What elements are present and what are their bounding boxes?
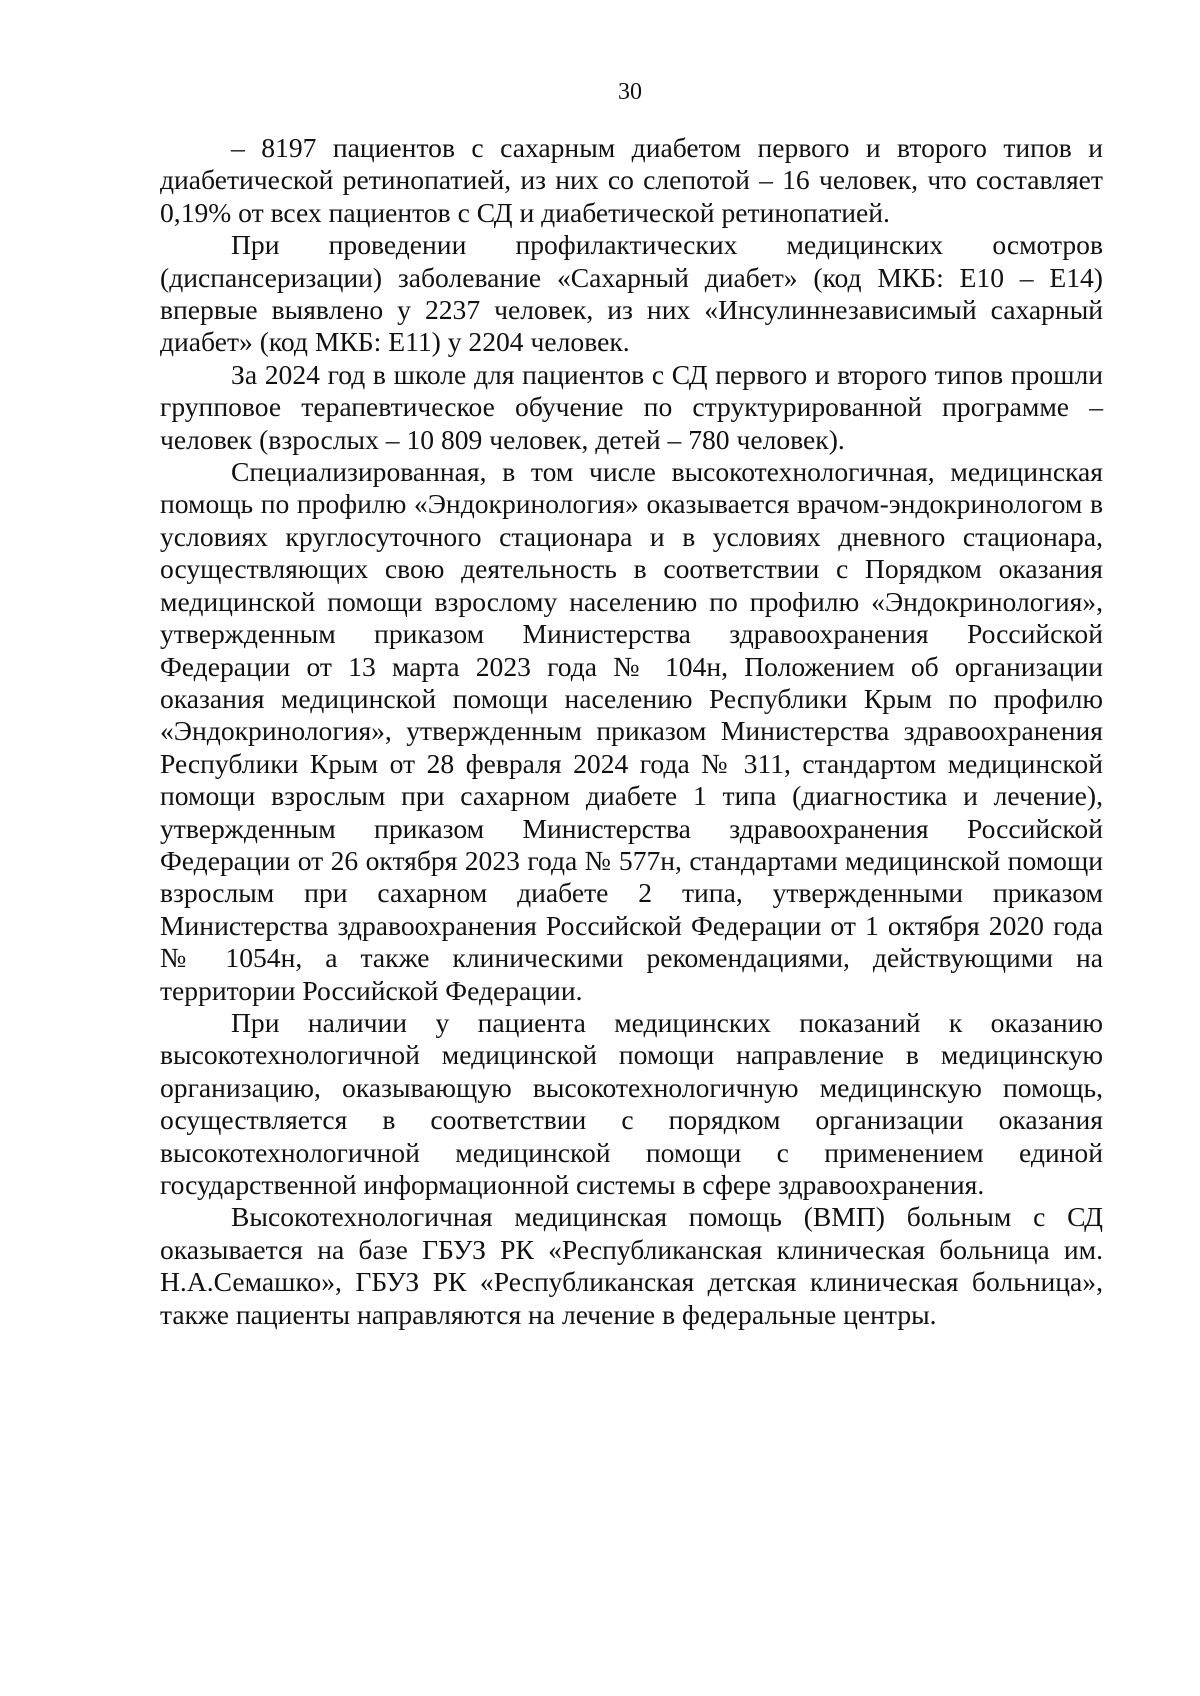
paragraph-preventive-examinations: При проведении профилактических медицинских осмотров (диспансеризации) заболевание «Сахарный диабет» (код МКБ: E10 – E14) впервые выявлено у 2237 человек, из них «Инсулиннезависимый сахарный диабет» (код МКБ: E11) у 2204 человек. <box>160 229 1103 358</box>
page-number: 30 <box>618 79 642 105</box>
paragraph-high-tech-referral: При наличии у пациента медицинских показаний к оказанию высокотехнологичной медицинской помощи направление в медицинскую организацию, оказывающую высокотехнологичную медицинскую помощь, осуществляется в соответствии с порядком организации оказания высокотехнологичной медицинской помощи с применением единой государственной информационной системы в сфере здравоохранения. <box>160 1006 1103 1200</box>
paragraph-high-tech-facilities: Высокотехнологичная медицинская помощь (ВМП) больным с СД оказывается на базе ГБУЗ РК «Республиканская клиническая больница им. Н.А.Семашко», ГБУЗ РК «Республиканская детская клиническая больница», также пациенты направляются на лечение в федеральные центры. <box>160 1201 1103 1330</box>
document-body <box>160 132 1103 1331</box>
paragraph-retinopathy-patients: – 8197 пациентов с сахарным диабетом первого и второго типов и диабетической ретинопатией, из них со слепотой – 16 человек, что составляет 0,19% от всех пациентов с СД и диабетической ретинопатией. <box>160 132 1103 228</box>
paragraph-specialized-care: Специализированная, в том числе высокотехнологичная, медицинская помощь по профилю «Эндокринология» оказывается врачом-эндокринологом в условиях круглосуточного стационара и в условиях дневного стационара, осуществляющих свою деятельность в соответствии с Порядком оказания медицинской помощи взрослому населению по профилю «Эндокринология», утвержденным приказом Министерства здравоохранения Российской Федерации от 13 марта 2023 года № 104н, Положением об организации оказания медицинской помощи населению Республики Крым по профилю «Эндокринология», утвержденным приказом Министерства здравоохранения Республики Крым от 28 февраля 2024 года № 311, стандартом медицинской помощи взрослым при сахарном диабете 1 типа (диагностика и лечение), утвержденным приказом Министерства здравоохранения Российской Федерации от 26 октября 2023 года № 577н, стандартами медицинской помощи взрослым при сахарном диабете 2 типа, утвержденными приказом Министерства здравоохранения Российской Федерации от 1 октября 2020 года № 1054н, а также клиническими рекомендациями, действующими на территории Российской Федерации. <box>160 456 1103 1006</box>
paragraph-diabetes-school: За 2024 год в школе для пациентов с СД первого и второго типов прошли групповое терапевтическое обучение по структурированной программе – человек (взрослых – 10 809 человек, детей – 780 человек). <box>160 358 1103 455</box>
